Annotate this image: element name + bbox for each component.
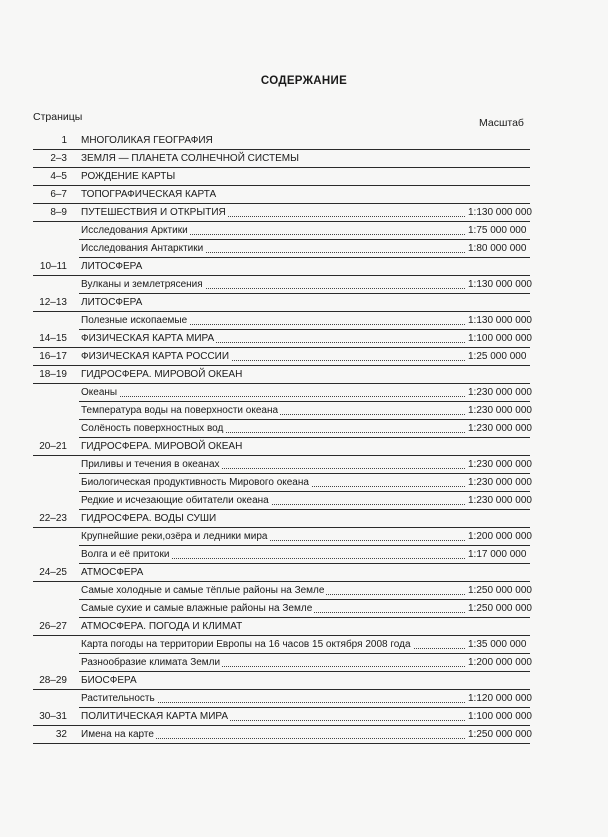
toc-row [0,726,608,744]
toc-row [0,222,608,240]
section-title: Волга и её притоки [81,549,170,560]
section-title: Исследования Арктики [81,225,188,236]
toc-row [0,330,608,348]
map-scale: 1:200 000 000 [468,657,532,668]
toc-row [0,456,608,474]
section-title: Имена на карте [81,729,154,740]
toc-row [0,510,608,528]
toc-row [0,204,608,222]
page-title: СОДЕРЖАНИЕ [260,75,348,87]
section-title: ФИЗИЧЕСКАЯ КАРТА МИРА [81,333,215,344]
section-title: ТОПОГРАФИЧЕСКАЯ КАРТА [81,189,217,200]
section-title: Исследования Антарктики [81,243,204,254]
toc-row [0,150,608,168]
section-title: Самые холодные и самые тёплые районы на Земле [81,585,325,596]
map-scale: 1:230 000 000 [468,423,532,434]
page-number: 28–29 [39,675,67,686]
section-title: ГИДРОСФЕРА. МИРОВОЙ ОКЕАН [81,441,243,452]
page-number: 16–17 [39,351,67,362]
map-scale: 1:230 000 000 [468,495,532,506]
page-number: 30–31 [39,711,67,722]
page-number: 14–15 [39,333,67,344]
section-title: Редкие и исчезающие обитатели океана [81,495,269,506]
map-scale: 1:130 000 000 [468,279,532,290]
toc-row [0,294,608,312]
toc-row [0,672,608,690]
toc-row [0,258,608,276]
toc-row [0,186,608,204]
toc-row [0,384,608,402]
section-title: АТМОСФЕРА [81,567,144,578]
map-scale: 1:230 000 000 [468,459,532,470]
section-title: ЗЕМЛЯ — ПЛАНЕТА СОЛНЕЧНОЙ СИСТЕМЫ [81,153,299,164]
toc-row [0,528,608,546]
toc-row [0,690,608,708]
toc-row [0,492,608,510]
toc-row [0,636,608,654]
section-title: Крупнейшие реки,озёра и ледники мира [81,531,268,542]
map-scale: 1:75 000 000 [468,225,527,236]
page-number: 8–9 [50,207,67,218]
section-title: Карта погоды на территории Европы на 16 часов 15 октября 2008 года [81,639,411,650]
toc-row [0,438,608,456]
toc-row [0,654,608,672]
page-number: 12–13 [39,297,67,308]
page-number: 22–23 [39,513,67,524]
section-title: ПУТЕШЕСТВИЯ И ОТКРЫТИЯ [81,207,226,218]
map-scale: 1:35 000 000 [468,639,527,650]
page-number: 24–25 [39,567,67,578]
section-title: ГИДРОСФЕРА. МИРОВОЙ ОКЕАН [81,369,243,380]
toc-row [0,420,608,438]
section-title: ЛИТОСФЕРА [81,297,143,308]
section-title: Полезные ископаемые [81,315,188,326]
section-title: БИОСФЕРА [81,675,137,686]
map-scale: 1:100 000 000 [468,711,532,722]
page-number: 6–7 [50,189,67,200]
map-scale: 1:17 000 000 [468,549,527,560]
toc-row [0,348,608,366]
pages-column-header: Страницы [33,111,83,123]
map-scale: 1:25 000 000 [468,351,527,362]
toc-row [0,618,608,636]
toc-row [0,240,608,258]
toc-row [0,366,608,384]
section-title: ПОЛИТИЧЕСКАЯ КАРТА МИРА [81,711,229,722]
section-title: Приливы и течения в океанах [81,459,220,470]
toc-row [0,564,608,582]
section-title: ГИДРОСФЕРА. ВОДЫ СУШИ [81,513,217,524]
row-divider [33,743,530,744]
map-scale: 1:230 000 000 [468,477,532,488]
page-number: 2–3 [50,153,67,164]
page-number: 20–21 [39,441,67,452]
section-title: Солёность поверхностных вод [81,423,224,434]
page-number: 18–19 [39,369,67,380]
section-title: Биологическая продуктивность Мирового океана [81,477,309,488]
map-scale: 1:230 000 000 [468,405,532,416]
map-scale: 1:100 000 000 [468,333,532,344]
toc-row [0,708,608,726]
toc-row [0,276,608,294]
toc-row [0,312,608,330]
map-scale: 1:130 000 000 [468,207,532,218]
map-scale: 1:130 000 000 [468,315,532,326]
section-title: Самые сухие и самые влажные районы на Земле [81,603,313,614]
map-scale: 1:230 000 000 [468,387,532,398]
section-title: Океаны [81,387,118,398]
scale-column-header: Масштаб [479,117,524,129]
page-number: 1 [61,135,67,146]
section-title: ЛИТОСФЕРА [81,261,143,272]
dot-leader [81,396,467,397]
toc-row [0,600,608,618]
page-number: 10–11 [39,261,67,272]
section-title: РОЖДЕНИЕ КАРТЫ [81,171,176,182]
toc-row [0,474,608,492]
section-title: Вулканы и землетрясения [81,279,203,290]
toc-row [0,402,608,420]
page-number: 32 [55,729,67,740]
section-title: АТМОСФЕРА. ПОГОДА И КЛИМАТ [81,621,243,632]
map-scale: 1:80 000 000 [468,243,527,254]
toc-row [0,168,608,186]
toc-row [0,582,608,600]
section-title: Температура воды на поверхности океана [81,405,279,416]
section-title: МНОГОЛИКАЯ ГЕОГРАФИЯ [81,135,213,146]
page-number: 26–27 [39,621,67,632]
map-scale: 1:250 000 000 [468,585,532,596]
section-title: Растительность [81,693,155,704]
toc-row [0,546,608,564]
map-scale: 1:200 000 000 [468,531,532,542]
map-scale: 1:250 000 000 [468,603,532,614]
section-title: Разнообразие климата Земли [81,657,221,668]
map-scale: 1:120 000 000 [468,693,532,704]
toc-row [0,132,608,150]
page-number: 4–5 [50,171,67,182]
section-title: ФИЗИЧЕСКАЯ КАРТА РОССИИ [81,351,230,362]
map-scale: 1:250 000 000 [468,729,532,740]
